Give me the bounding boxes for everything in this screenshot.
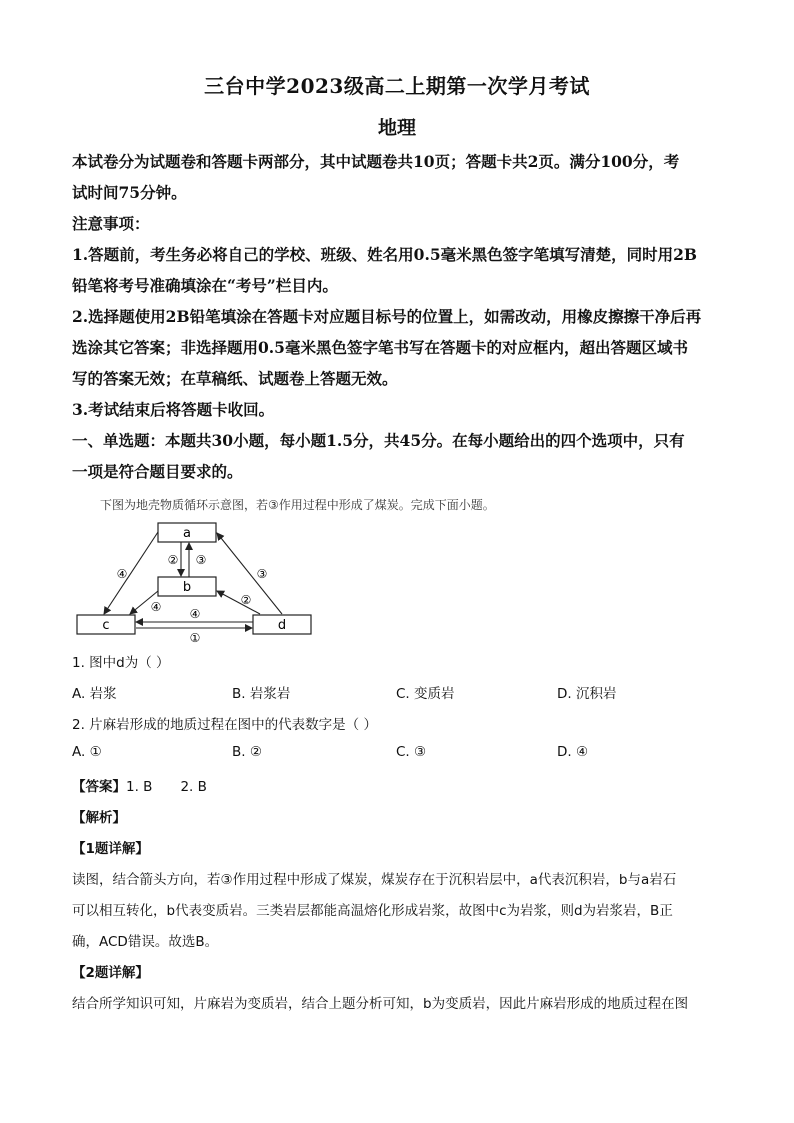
notes-line-4: 选涂其它答案；非选择题用0.5毫米黑色签字笔书写在答题卡的对应框内，超出答题区域书 [72, 338, 688, 357]
label-d-to-a: ③ [256, 567, 268, 581]
label-d-to-b: ② [240, 593, 252, 607]
label-c-to-d: ① [189, 631, 201, 645]
q1-option-c: C. 变质岩 [396, 686, 455, 702]
box-d [253, 615, 311, 634]
answer-2: 2. B [180, 779, 207, 795]
label-b-to-a: ③ [195, 553, 207, 567]
analysis-label: 【解析】 [72, 810, 126, 826]
answer-row [72, 775, 207, 795]
box-a-label: a [183, 526, 191, 541]
rock-cycle-diagram [70, 518, 320, 648]
exam-title: 三台中学2023级高二上期第一次学月考试 [204, 74, 590, 98]
q1-detail-line-3: 确，ACD错误。故选B。 [72, 934, 219, 950]
q2-option-c: C. ③ [396, 744, 427, 760]
label-a-to-c: ④ [116, 567, 128, 581]
notes-line-6: 3.考试结束后将答题卡收回。 [72, 400, 275, 419]
q2-detail-heading: 【2题详解】 [72, 965, 149, 981]
notes-line-3: 2.选择题使用2B铅笔填涂在答题卡对应题目标号的位置上，如需改动，用橡皮擦擦干净后再 [72, 307, 702, 326]
q2-option-d: D. ④ [557, 744, 589, 760]
q2-detail-line-1: 结合所学知识可知，片麻岩为变质岩，结合上题分析可知，b为变质岩，因此片麻岩形成的地质过程在图 [72, 996, 689, 1012]
section-line-1: 一、单选题：本题共30小题，每小题1.5分，共45分。在每小题给出的四个选项中，只有 [72, 431, 685, 450]
q2-option-b: B. ② [232, 744, 262, 760]
box-c [77, 615, 135, 634]
section-line-2: 一项是符合题目要求的。 [72, 462, 243, 481]
intro-line-2: 试时间75分钟。 [72, 183, 187, 202]
label-b-to-c: ④ [150, 600, 162, 614]
arrow-d-to-b [217, 591, 260, 614]
material-text: 下图为地壳物质循环示意图，若③作用过程中形成了煤炭。完成下面小题。 [100, 498, 495, 512]
answer-1: 1. B [126, 779, 153, 795]
label-a-to-b: ② [167, 553, 179, 567]
subject-title: 地理 [377, 117, 416, 139]
box-c-label: c [102, 618, 110, 633]
notes-heading: 注意事项： [72, 214, 150, 233]
notes-line-5: 写的答案无效；在草稿纸、试题卷上答题无效。 [72, 369, 398, 388]
box-b-label: b [182, 580, 192, 595]
q1-detail-line-2: 可以相互转化，b代表变质岩。三类岩层都能高温熔化形成岩浆，故图中c为岩浆，则d为岩浆岩，B正 [72, 903, 673, 919]
question-1-stem: 1. 图中d为（ ） [72, 655, 170, 671]
question-2-stem: 2. 片麻岩形成的地质过程在图中的代表数字是（ ） [72, 717, 377, 733]
box-b [158, 577, 216, 596]
q1-option-b: B. 岩浆岩 [232, 686, 291, 702]
notes-line-2: 铅笔将考号准确填涂在“考号”栏目内。 [72, 276, 338, 295]
box-d-label: d [277, 618, 287, 633]
label-d-to-c: ④ [189, 607, 201, 621]
box-a [158, 523, 216, 542]
intro-line-1: 本试卷分为试题卷和答题卡两部分，其中试题卷共10页；答题卡共2页。满分100分，考 [72, 152, 680, 171]
q1-detail-line-1: 读图，结合箭头方向，若③作用过程中形成了煤炭，煤炭存在于沉积岩层中，a代表沉积岩，b与a岩石 [72, 872, 677, 888]
q1-option-a: A. 岩浆 [72, 686, 117, 702]
q2-option-a: A. ① [72, 744, 102, 760]
q1-detail-heading: 【1题详解】 [72, 841, 149, 857]
answer-label: 【答案】 [72, 779, 126, 795]
q1-option-d: D. 沉积岩 [557, 686, 617, 702]
notes-line-1: 1.答题前，考生务必将自己的学校、班级、姓名用0.5毫米黑色签字笔填写清楚，同时用2B [72, 245, 698, 264]
